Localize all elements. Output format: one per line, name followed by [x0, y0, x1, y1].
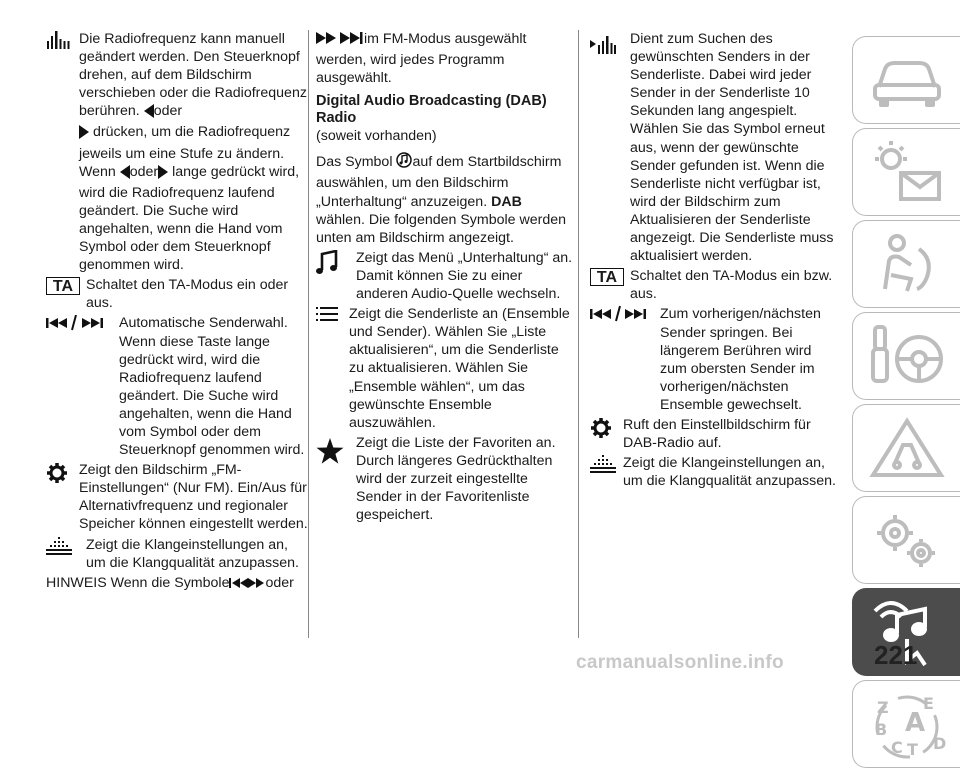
or-text: oder	[129, 163, 159, 180]
star-icon	[316, 438, 344, 464]
tab-index[interactable]	[852, 680, 960, 768]
eq-text: Zeigt die Klangeinstellungen an, um die Klangqualität anzupassen.	[86, 536, 299, 571]
scan-text: Dient zum Suchen des gewünschten Senders in der Senderliste. Dabei wird jeder Sender in der Senderliste 10 Sekunden lang angespielt. Wählen Sie das Symbol erneut aus, wenn der gewünschte Sender gefunden ist. Wenn die Senderliste nicht verfügbar ist, wird der Bildschirm zum Aktualisieren der Senderliste angezeigt. Die Senderliste muss aktualisiert werden.	[630, 31, 834, 265]
skip-entry	[590, 305, 840, 414]
column-2	[316, 30, 574, 526]
ta-entry-dab	[590, 267, 840, 303]
svg-text:Z: Z	[877, 698, 889, 717]
dab-settings-text: Ruft den Einstellbildschirm für DAB-Radio auf.	[623, 416, 811, 452]
music-entry	[316, 249, 574, 303]
seek-text: Automatische Senderwahl. Wenn diese Taste lange gedrückt wird, wird die Radiofrequenz laufend geändert. Die Suche wird angehalten, wenn die Hand vom Symbol oder dem Steuerknopf genommen wird.	[119, 315, 305, 459]
scan-icon	[590, 36, 616, 58]
column-divider	[308, 30, 309, 638]
ta-text: Schaltet den TA-Modus ein oder aus.	[86, 277, 289, 312]
gear-icon	[590, 417, 612, 439]
svg-text:B: B	[875, 720, 888, 739]
equalizer-icon	[46, 537, 72, 557]
fm-settings-entry	[46, 461, 308, 533]
dab-intro: Das Symbol auf dem Startbildschirm auswählen, um den Bildschirm „Unterhaltung“ anzuzeigen. DAB wählen. Die folgenden Symbole werden unten am Bildschirm angezeigt.	[316, 151, 574, 246]
music-note-icon	[316, 250, 338, 276]
tab-emergency[interactable]	[852, 404, 960, 492]
alphabet-index-icon	[867, 691, 947, 759]
ta-icon: TA	[590, 268, 624, 287]
equalizer-icon	[590, 455, 616, 475]
watermark: carmanualsonline.info	[576, 652, 784, 673]
or-text: oder	[153, 103, 183, 120]
next-next-icon	[316, 30, 364, 51]
next-icon	[158, 165, 168, 184]
next-icon	[79, 125, 89, 144]
manual-tuning-text-c: lange gedrückt wird, wird die Radiofrequenz laufend geändert. Die Suche wird angehalten, wenn die Hand vom Symbol oder dem Steuerknopf genommen wird.	[79, 163, 300, 274]
fm-settings-text: Zeigt den Bildschirm „FM-Einstellungen“ (Nur FM). Ein/Aus für Alternativfrequenz und regionaler Speicher können eingestellt werden.	[79, 462, 308, 533]
hinweis-note: HINWEIS Wenn die Symbole oder	[46, 574, 308, 595]
dab-heading: Digital Audio Broadcasting (DAB) Radio	[316, 93, 547, 127]
tab-safety[interactable]	[852, 220, 960, 308]
tab-vehicle[interactable]	[852, 36, 960, 124]
manual-tuning-entry	[46, 30, 308, 274]
ta-text-dab: Schaltet den TA-Modus ein bzw. aus.	[630, 268, 833, 303]
ta-entry	[46, 276, 308, 312]
column-3	[590, 30, 840, 492]
svg-text:C: C	[891, 738, 903, 757]
airbag-seat-icon	[867, 231, 947, 299]
breakdown-triangle-icon	[867, 415, 947, 483]
manual-tuning-text-b: drücken, um die Radiofrequenz jeweils um eine Stufe zu ändern. Wenn	[79, 124, 291, 180]
svg-text:D: D	[933, 734, 947, 753]
music-text: Zeigt das Menü „Unterhaltung“ an. Damit können Sie zu einer anderen Audio-Quelle wechseln.	[356, 249, 573, 303]
seek-both-icon	[229, 576, 265, 595]
eq-text-dab: Zeigt die Klangeinstellungen an, um die Klangqualität anzupassen.	[623, 455, 836, 490]
svg-text:E: E	[923, 694, 934, 713]
tab-starting-driving[interactable]	[852, 312, 960, 400]
seek-prev-next-icon	[46, 315, 112, 331]
tab-warning-lights[interactable]	[852, 128, 960, 216]
prev-icon	[144, 104, 154, 123]
warning-lights-icon	[867, 139, 947, 207]
scan-entry	[590, 30, 840, 265]
dab-subheading: (soweit vorhanden)	[316, 128, 437, 145]
tuning-icon	[46, 31, 70, 49]
continuation-text: im FM-Modus ausgewählt werden, wird jedes Programm ausgewählt.	[316, 31, 527, 87]
page-number: 221	[874, 640, 918, 670]
tab-maintenance[interactable]	[852, 496, 960, 584]
manual-tuning-text: Die Radiofrequenz kann manuell geändert werden. Den Steuerknopf drehen, auf dem Bildschirm verschieben oder die Radiofrequenz berühren.	[79, 31, 307, 120]
dab-settings-entry	[590, 416, 840, 452]
favorites-text: Zeigt die Liste der Favoriten an. Durch längeres Gedrückthalten wird der zurzeit eingestellte Sender in der Favoritenliste gespeichert.	[356, 434, 556, 524]
list-text: Zeigt die Senderliste an (Ensemble und Sender). Wählen Sie „Liste aktualisieren“, um die Senderliste zu aktualisieren. Wählen Sie „Ensemble wählen“, um das gewünschte Ensemble auszuwählen.	[349, 306, 570, 431]
eq-entry-dab	[590, 454, 840, 490]
skip-prev-next-icon	[590, 306, 654, 322]
ta-icon: TA	[46, 277, 80, 296]
svg-text:A: A	[905, 708, 926, 738]
key-steering-icon	[867, 323, 947, 391]
seek-entry	[46, 314, 308, 459]
tools-gears-icon	[867, 507, 947, 575]
list-icon	[316, 306, 338, 322]
column-divider	[578, 30, 579, 638]
prev-icon	[120, 165, 130, 184]
column-1	[46, 30, 308, 597]
car-icon	[867, 47, 947, 111]
gear-icon	[46, 462, 68, 484]
eq-entry	[46, 536, 308, 572]
skip-text: Zum vorherigen/nächsten Sender springen. Bei längerem Berühren wird zum obersten Sender im vorherigen/nächsten Ensemble gewechselt.	[660, 306, 821, 413]
radio-note-icon	[396, 151, 412, 174]
favorites-entry	[316, 434, 574, 524]
list-entry	[316, 305, 574, 432]
svg-text:T: T	[907, 740, 918, 759]
